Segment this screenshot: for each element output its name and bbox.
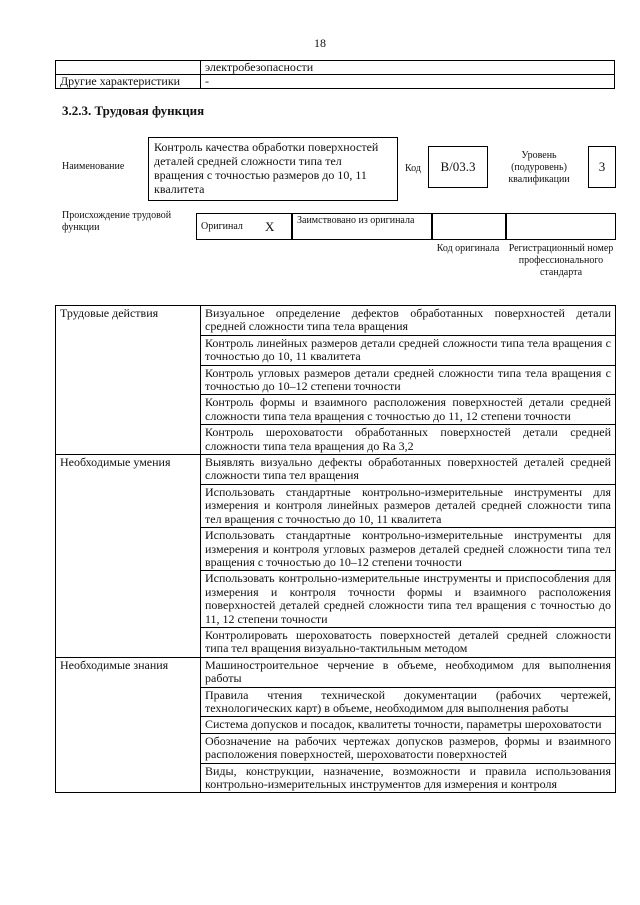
category-required-knowledge: Необходимые знания xyxy=(56,657,201,793)
top-table-row1-value: электробезопасности xyxy=(201,61,615,75)
original-label: Оригинал xyxy=(201,221,243,232)
section-title: 3.2.3. Трудовая функция xyxy=(62,103,205,118)
top-table xyxy=(55,60,615,89)
labor-function-table xyxy=(55,305,616,793)
function-name-box: Контроль качества обработки поверхностей деталей средней сложности типа тел вращения с точностью размеров до 10, 11 квалитета xyxy=(148,137,398,201)
table-cell: Контроль шероховатости обработанных поверхностей детали средней сложности типа тела вращения до Ra 3,2 xyxy=(201,425,616,455)
page-number: 18 xyxy=(314,36,326,50)
top-table-empty-cell xyxy=(56,61,201,75)
table-row xyxy=(56,455,616,485)
table-cell: Обозначение на рабочих чертежах допусков размеров, формы и взаимного расположения поверхностей, шероховатости поверхностей xyxy=(201,733,616,763)
table-cell: Контроль формы и взаимного расположения поверхностей детали средней сложности типа тела вращения с точностью до 11, 12 степени точности xyxy=(201,395,616,425)
qualification-level-label: Уровень (подуровень) квалификации xyxy=(508,150,570,185)
other-characteristics-value: - xyxy=(201,75,615,89)
original-code-cell xyxy=(432,213,506,240)
table-cell: Визуальное определение дефектов обработанных поверхностей детали средней сложности типа тела вращения xyxy=(201,306,616,336)
table-cell: Использовать контрольно-измерительные инструменты и приспособления для измерения и контроля точности формы и взаимного расположения поверхностей деталей средней сложности типа тел вращения с точностью до 11, 12 степени точности xyxy=(201,571,616,628)
code-value-box: В/03.3 xyxy=(428,146,488,188)
registration-number-cell xyxy=(506,213,616,240)
table-row xyxy=(56,306,616,336)
table-cell: Машиностроительное черчение в объеме, необходимом для выполнения работы xyxy=(201,657,616,687)
table-cell: Использовать стандартные контрольно-измерительные инструменты для измерения и контроля линейных размеров деталей средней сложности типа тел вращения с точностью до 10, 11 квалитета xyxy=(201,484,616,527)
table-cell: Контроль линейных размеров детали средней сложности типа тела вращения с точностью до 10, 11 квалитета xyxy=(201,335,616,365)
category-required-skills: Необходимые умения xyxy=(56,455,201,658)
borrowed-label: Заимствовано из оригинала xyxy=(297,215,415,226)
other-characteristics-label: Другие характеристики xyxy=(56,75,201,89)
table-cell: Использовать стандартные контрольно-измерительные инструменты для измерения и контроля угловых размеров деталей средней сложности типа тел вращения с точностью до 10–12 степени точности xyxy=(201,528,616,571)
original-mark: X xyxy=(265,219,275,234)
origin-label: Происхождение трудовой функции xyxy=(62,210,172,233)
original-cell xyxy=(196,213,292,240)
origin-row xyxy=(196,213,616,240)
table-cell: Правила чтения технической документации (рабочих чертежей, технологических карт) в объеме, необходимом для выполнения работы xyxy=(201,687,616,717)
table-cell: Виды, конструкции, назначение, возможности и правила использования контрольно-измерительных инструментов для измерения и контроля xyxy=(201,763,616,793)
table-row xyxy=(56,657,616,687)
level-value-box: 3 xyxy=(588,146,616,188)
name-label: Наименование xyxy=(62,161,125,172)
table-cell: Система допусков и посадок, квалитеты точности, параметры шероховатости xyxy=(201,717,616,733)
code-label: Код xyxy=(405,163,421,174)
code-original-caption: Код оригинала xyxy=(436,243,500,254)
registration-caption: Регистрационный номер профессионального стандарта xyxy=(508,243,614,278)
category-labor-actions: Трудовые действия xyxy=(56,306,201,455)
table-cell: Контролировать шероховатость поверхностей деталей средней сложности типа тел вращения визуально-тактильным методом xyxy=(201,627,616,657)
table-cell: Выявлять визуально дефекты обработанных поверхностей деталей средней сложности типа тел вращения xyxy=(201,455,616,485)
table-cell: Контроль угловых размеров детали средней сложности типа тела вращения с точностью до 10–12 степени точности xyxy=(201,365,616,395)
borrowed-cell xyxy=(292,213,432,240)
